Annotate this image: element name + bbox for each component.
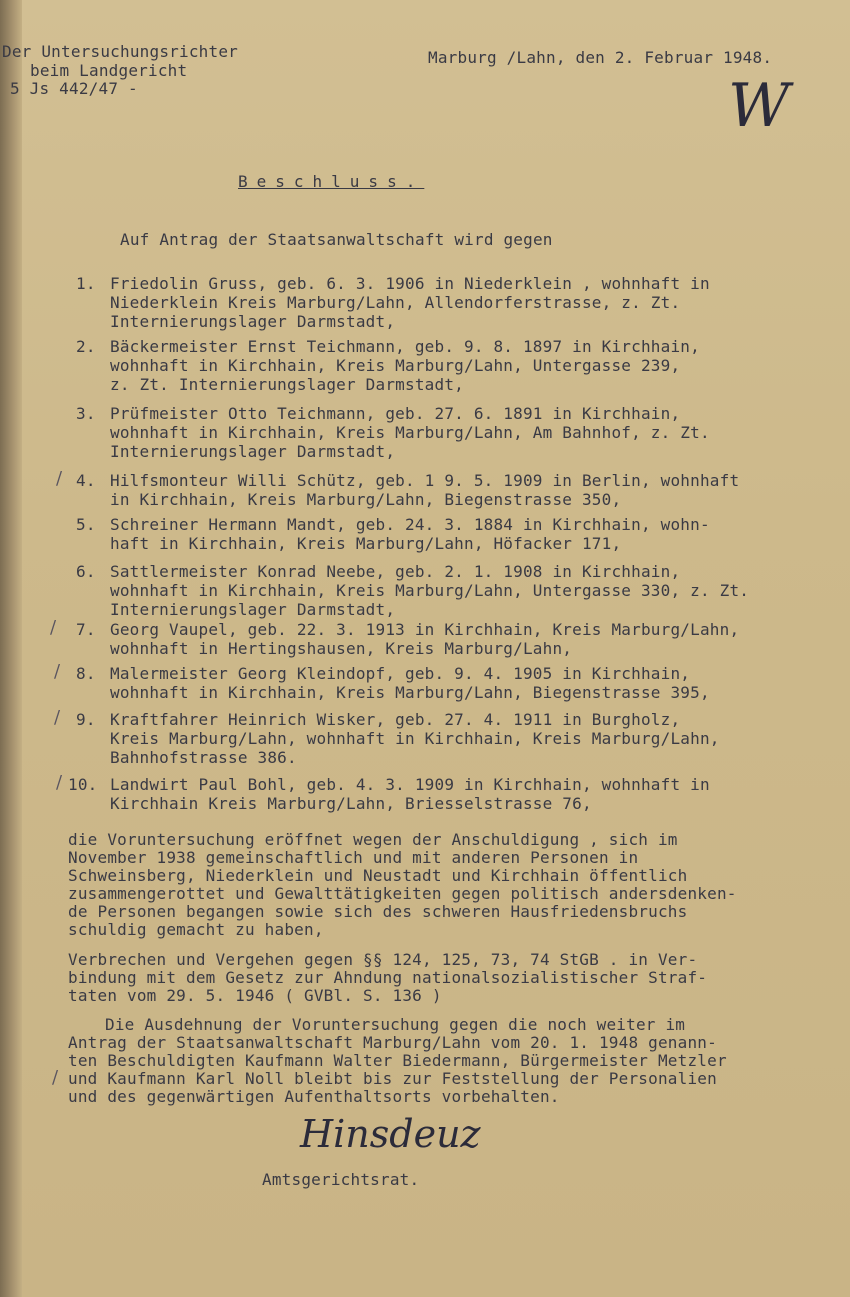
person-line: Schreiner Hermann Mandt, geb. 24. 3. 1884 in Kirchhain, wohn- <box>110 515 710 534</box>
paragraph-line: Die Ausdehnung der Voruntersuchung gegen die noch weiter im <box>105 1015 686 1034</box>
person-line: Kraftfahrer Heinrich Wisker, geb. 27. 4. 1911 in Burgholz, <box>110 710 681 729</box>
place-date: Marburg /Lahn, den 2. Februar 1948. <box>428 48 773 67</box>
person-number: 10. <box>68 775 98 794</box>
person-line: haft in Kirchhain, Kreis Marburg/Lahn, Höfacker 171, <box>110 534 622 553</box>
person-number: 7. <box>76 620 96 639</box>
person-number: 2. <box>76 337 96 356</box>
person-number: 5. <box>76 515 96 534</box>
paragraph-line: November 1938 gemeinschaftlich und mit anderen Personen in <box>68 848 639 867</box>
person-number: 6. <box>76 562 96 581</box>
check-mark-icon: / <box>56 772 63 793</box>
paragraph-line: Antrag der Staatsanwaltschaft Marburg/Lahn vom 20. 1. 1948 genann- <box>68 1033 717 1052</box>
person-number: 1. <box>76 274 96 293</box>
paragraph-line: ten Beschuldigten Kaufmann Walter Biedermann, Bürgermeister Metzler <box>68 1051 727 1070</box>
person-line: wohnhaft in Kirchhain, Kreis Marburg/Lahn, Am Bahnhof, z. Zt. <box>110 423 710 442</box>
handwritten-initial: W <box>728 71 790 141</box>
paragraph-line: bindung mit dem Gesetz zur Ahndung nationalsozialistischer Straf- <box>68 968 708 987</box>
person-line: in Kirchhain, Kreis Marburg/Lahn, Biegenstrasse 350, <box>110 490 622 509</box>
person-line: wohnhaft in Kirchhain, Kreis Marburg/Lahn, Untergasse 239, <box>110 356 681 375</box>
paragraph-line: und Kaufmann Karl Noll bleibt bis zur Feststellung der Personalien <box>68 1069 717 1088</box>
person-number: 9. <box>76 710 96 729</box>
person-line: Prüfmeister Otto Teichmann, geb. 27. 6. 1891 in Kirchhain, <box>110 404 681 423</box>
person-number: 4. <box>76 471 96 490</box>
person-line: Internierungslager Darmstadt, <box>110 600 396 619</box>
signatory-title: Amtsgerichtsrat. <box>262 1170 420 1189</box>
check-mark-icon: / <box>54 661 61 682</box>
person-line: Niederklein Kreis Marburg/Lahn, Allendorferstrasse, z. Zt. <box>110 293 681 312</box>
file-reference: 5 Js 442/47 - <box>10 79 138 98</box>
person-line: wohnhaft in Kirchhain, Kreis Marburg/Lahn, Biegenstrasse 395, <box>110 683 710 702</box>
handwritten-signature: Hinsdeuz <box>300 1112 481 1156</box>
binding-edge <box>0 0 22 1297</box>
person-line: Malermeister Georg Kleindopf, geb. 9. 4. 1905 in Kirchhain, <box>110 664 691 683</box>
person-line: z. Zt. Internierungslager Darmstadt, <box>110 375 464 394</box>
person-line: Internierungslager Darmstadt, <box>110 442 396 461</box>
person-line: Sattlermeister Konrad Neebe, geb. 2. 1. 1908 in Kirchhain, <box>110 562 681 581</box>
paragraph-line: schuldig gemacht zu haben, <box>68 920 324 939</box>
paragraph-line: de Personen begangen sowie sich des schweren Hausfriedensbruchs <box>68 902 688 921</box>
paragraph-line: Verbrechen und Vergehen gegen §§ 124, 125, 73, 74 StGB . in Ver- <box>68 950 698 969</box>
person-number: 8. <box>76 664 96 683</box>
check-mark-icon: / <box>56 468 63 489</box>
check-mark-icon: / <box>54 707 61 728</box>
person-line: Georg Vaupel, geb. 22. 3. 1913 in Kirchhain, Kreis Marburg/Lahn, <box>110 620 740 639</box>
paragraph-line: die Voruntersuchung eröffnet wegen der Anschuldigung , sich im <box>68 830 678 849</box>
person-line: Kreis Marburg/Lahn, wohnhaft in Kirchhain, Kreis Marburg/Lahn, <box>110 729 720 748</box>
person-line: Landwirt Paul Bohl, geb. 4. 3. 1909 in Kirchhain, wohnhaft in <box>110 775 710 794</box>
paragraph-line: taten vom 29. 5. 1946 ( GVBl. S. 136 ) <box>68 986 442 1005</box>
paragraph-line: Schweinsberg, Niederklein und Neustadt und Kirchhain öffentlich <box>68 866 688 885</box>
person-line: Bäckermeister Ernst Teichmann, geb. 9. 8. 1897 in Kirchhain, <box>110 337 700 356</box>
intro-line: Auf Antrag der Staatsanwaltschaft wird gegen <box>120 230 553 249</box>
paragraph-line: zusammengerottet und Gewalttätigkeiten gegen politisch andersdenken- <box>68 884 737 903</box>
person-line: wohnhaft in Kirchhain, Kreis Marburg/Lahn, Untergasse 330, z. Zt. <box>110 581 750 600</box>
check-mark-icon: / <box>52 1067 59 1088</box>
person-line: Bahnhofstrasse 386. <box>110 748 297 767</box>
authority-line-2: beim Landgericht <box>30 61 188 80</box>
person-line: wohnhaft in Hertingshausen, Kreis Marburg/Lahn, <box>110 639 573 658</box>
paragraph-line: und des gegenwärtigen Aufenthaltsorts vorbehalten. <box>68 1087 560 1106</box>
person-line: Hilfsmonteur Willi Schütz, geb. 1 9. 5. 1909 in Berlin, wohnhaft <box>110 471 740 490</box>
person-number: 3. <box>76 404 96 423</box>
check-mark-icon: / <box>50 617 57 638</box>
document-title: Beschluss. <box>238 172 425 191</box>
person-line: Kirchhain Kreis Marburg/Lahn, Briesselstrasse 76, <box>110 794 592 813</box>
person-line: Internierungslager Darmstadt, <box>110 312 396 331</box>
authority-line-1: Der Untersuchungsrichter <box>2 42 238 61</box>
person-line: Friedolin Gruss, geb. 6. 3. 1906 in Niederklein , wohnhaft in <box>110 274 710 293</box>
